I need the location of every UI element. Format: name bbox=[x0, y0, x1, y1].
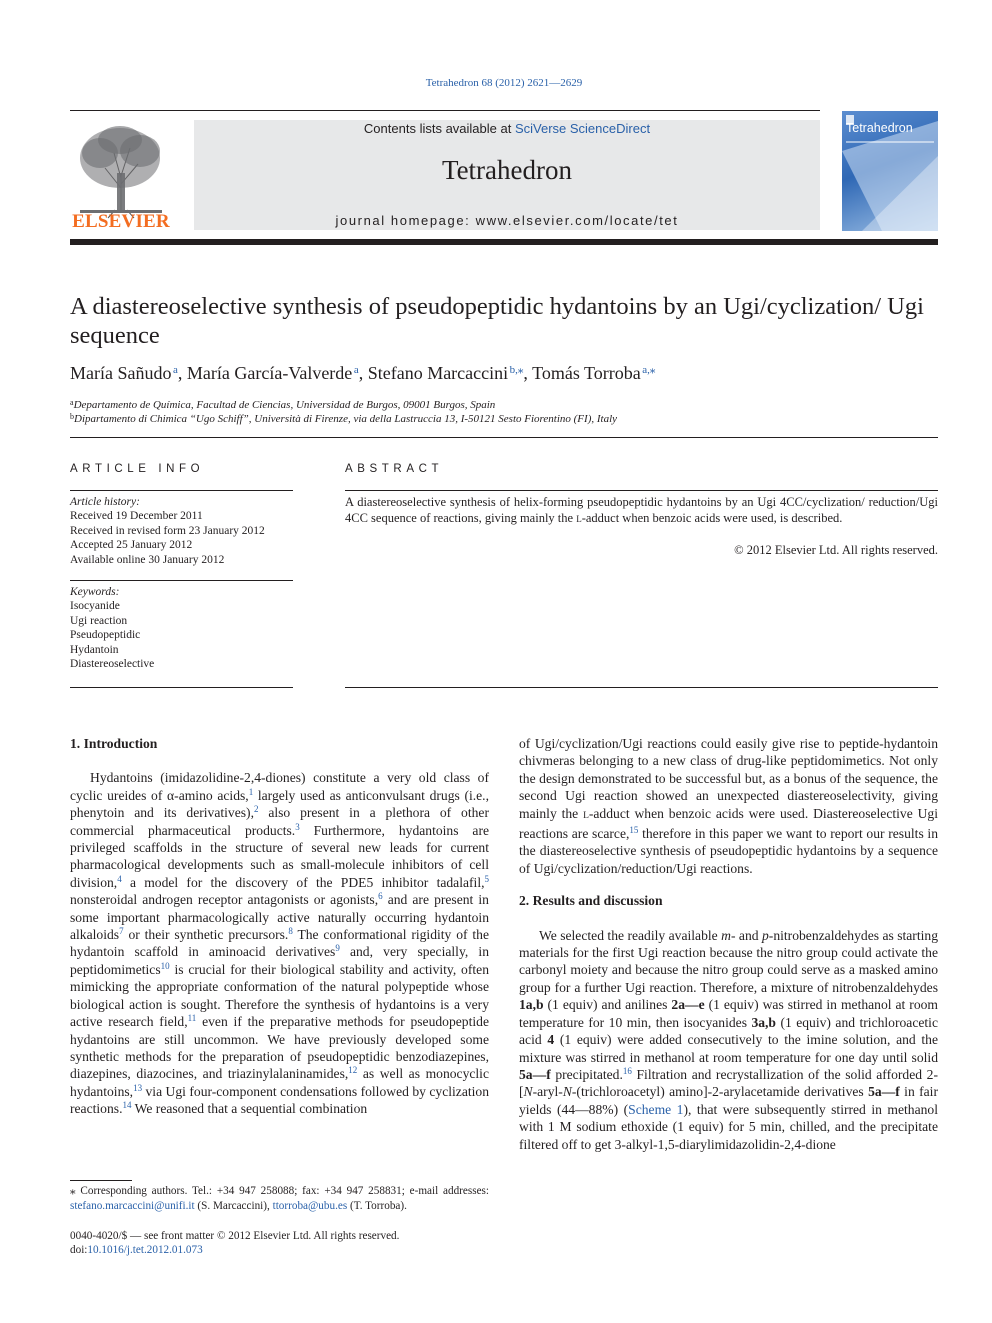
body-text: (1 equiv) and anilines bbox=[543, 997, 672, 1013]
history-item: Received 19 December 2011 bbox=[70, 510, 203, 523]
keyword: Ugi reaction bbox=[70, 614, 128, 627]
body-text: (1 equiv) and trichloroacetic acid bbox=[519, 1014, 938, 1048]
header-thick-rule bbox=[70, 239, 938, 245]
abstract-text bbox=[345, 494, 938, 527]
intro-paragraph bbox=[70, 769, 489, 1117]
intro-continued bbox=[519, 735, 938, 877]
contents-prefix: Contents lists available at bbox=[363, 121, 515, 136]
history-item: Received in revised form 23 January 2012 bbox=[70, 524, 265, 537]
reference-link[interactable]: 16 bbox=[622, 1065, 632, 1076]
history-label: Article history: bbox=[70, 496, 140, 508]
italic-text: N bbox=[523, 1084, 533, 1100]
abstract-text-part: A diastereoselective synthesis of helix-forming pseudopeptidic hydantoins by an Ugi 4CC/cyclization/ reduction/Ugi 4CC sequence of reactions, giving mainly the bbox=[345, 495, 938, 525]
reference-link[interactable]: 14 bbox=[122, 1100, 132, 1111]
compound-label: 5a—f bbox=[519, 1066, 551, 1082]
author-affil-marker[interactable]: a bbox=[173, 364, 178, 376]
body-text: (1 equiv) was stirred in methanol at room temperature for 10 min, then isocyanides bbox=[519, 997, 938, 1030]
right-column bbox=[519, 735, 938, 1153]
abstract-text-part: -adduct when benzoic acids were used, is described. bbox=[581, 511, 843, 525]
body-text: precipitated. bbox=[550, 1066, 623, 1082]
results-heading: 2. Results and discussion bbox=[519, 893, 663, 909]
intro-heading: 1. Introduction bbox=[70, 736, 158, 751]
doi-line bbox=[70, 1243, 510, 1257]
section-divider bbox=[70, 437, 938, 438]
author-name[interactable]: Stefano Marcaccini bbox=[367, 363, 509, 383]
body-text: therefore in this paper we want to report our results in the diastereoselective synthesis of pseudopeptidic hydantoins by a sequence of Ugi/cyclization/reduction/Ugi reactions. bbox=[519, 826, 938, 876]
body-text: ), that were subsequently stirred in methanol with 1 M sodium ethoxide (1 equiv) for 5 min, chilled, and the precipitate filtered off to get 3-alkyl-1,5-diarylimidazolidin-2,4-dione bbox=[519, 1101, 938, 1152]
doi-link[interactable]: 10.1016/j.tet.2012.01.073 bbox=[87, 1244, 203, 1256]
keywords-block bbox=[70, 585, 293, 671]
article-info-heading: ARTICLE INFO bbox=[70, 463, 205, 475]
abstract-bottom-rule bbox=[345, 687, 938, 688]
body-text: is crucial for their biological stability and activity, often mimicking the appropriate conformation of the natural polypeptide whose biological action is sought. Therefore the synthesis of hydantoins is a very active research field, bbox=[70, 961, 489, 1030]
body-text: -nitrobenzaldehydes as starting materials for the first Ugi reaction because the nitro group could activate the carbonyl moiety and because the nitro group could serve as a masked amino group for a further Ugi reaction. Therefore, a mixture of nitrobenzaldehydes bbox=[519, 927, 938, 995]
cover-title: Tetrahedron bbox=[846, 121, 913, 135]
issn-line: 0040-4020/$ — see front matter © 2012 Elsevier Ltd. All rights reserved. bbox=[70, 1230, 400, 1242]
reference-link[interactable]: 2 bbox=[253, 804, 259, 815]
reference-link[interactable]: 11 bbox=[187, 1013, 197, 1024]
footnote-text: (S. Marcaccini), bbox=[194, 1200, 273, 1212]
compound-label: 1a,b bbox=[519, 997, 544, 1013]
body-text: and, very specially, in peptidomimetics bbox=[70, 944, 489, 977]
journal-citation[interactable]: Tetrahedron 68 (2012) 2621—2629 bbox=[425, 77, 583, 89]
body-text: or their synthetic precursors. bbox=[123, 927, 289, 943]
reference-link[interactable]: 12 bbox=[348, 1065, 358, 1076]
history-item: Accepted 25 January 2012 bbox=[70, 539, 193, 552]
left-column bbox=[70, 735, 489, 1118]
italic-text: N bbox=[562, 1084, 572, 1100]
affiliation-b bbox=[70, 410, 950, 426]
article-info-rule bbox=[70, 490, 293, 491]
italic-text: p bbox=[762, 927, 769, 943]
article-title: A diastereoselective synthesis of pseudopeptidic hydantoins by an Ugi/cyclization/ Ugi sequence bbox=[70, 293, 924, 349]
body-text: Furthermore, hydantoins are privileged scaffolds in the structure of several new leads for current pharmacological developments such as small-molecule inhibitors of cell division, bbox=[70, 822, 489, 890]
reference-link[interactable]: 8 bbox=[288, 926, 293, 937]
reference-link[interactable]: 9 bbox=[335, 943, 340, 954]
footnote-rule bbox=[70, 1180, 132, 1181]
header-rule bbox=[70, 110, 820, 111]
corresponding-author-footnote bbox=[70, 1184, 489, 1214]
reference-link[interactable]: 4 bbox=[117, 873, 122, 884]
body-text: also present in a plethora of other commercial pharmaceutical products. bbox=[70, 805, 489, 838]
reference-link[interactable]: 10 bbox=[160, 960, 170, 971]
l-smallcaps: L bbox=[583, 810, 589, 821]
body-text: We selected the readily available bbox=[539, 927, 722, 943]
body-text: -(trichloroacetyl) amino]-2-arylacetamide derivatives bbox=[571, 1084, 869, 1100]
body-text: -aryl- bbox=[532, 1084, 563, 1100]
compound-label: 4 bbox=[547, 1032, 555, 1048]
body-text: as well as monocyclic hydantoins, bbox=[70, 1066, 489, 1099]
italic-text: m bbox=[721, 927, 731, 943]
body-text: even if the preparative methods for pseudopeptide hydantoins are still uncommon. We have previously developed some synthetic methods for the preparation of pseudopeptidic benzodiazepines, diazepines, diazocines, and triazinylalaninamides, bbox=[70, 1014, 489, 1082]
affiliation-text: Departamento de Química, Facultad de Ciencias, Universidad de Burgos, 09001 Burgos, Spain bbox=[73, 399, 496, 411]
results-paragraph bbox=[519, 927, 938, 1153]
email-link[interactable]: ttorroba@ubu.es bbox=[272, 1200, 348, 1212]
keyword: Pseudopeptidic bbox=[70, 629, 141, 642]
body-text: nonsteroidal androgen receptor antagonists or agonists, bbox=[70, 892, 379, 908]
scheme-link[interactable]: Scheme 1 bbox=[628, 1101, 684, 1117]
sciencedirect-link[interactable]: SciVerse ScienceDirect bbox=[514, 121, 651, 136]
reference-link[interactable]: 15 bbox=[629, 825, 639, 836]
journal-name: Tetrahedron bbox=[441, 155, 573, 185]
compound-label: 3a,b bbox=[751, 1014, 776, 1030]
compound-label: 5a—f bbox=[868, 1084, 900, 1100]
body-text: -adduct when benzoic acids were used. Diastereoselective Ugi reactions are scarce, bbox=[519, 805, 938, 842]
body-text: of Ugi/cyclization/Ugi reactions could easily give rise to peptide-hydantoin chivmeras belonging to a new class of drug-like peptidomimetics. Not only the design demonstrated to be successful but, as a bonus of the sequence, the second Ugi reaction showed an unexpected diastereoselectivity, giving mainly the bbox=[519, 736, 938, 821]
reference-link[interactable]: 6 bbox=[378, 891, 383, 902]
body-text: Filtration and recrystallization of the solid afforded 2-[ bbox=[519, 1066, 938, 1100]
article-history bbox=[70, 495, 293, 567]
footnote-text: (T. Torroba). bbox=[347, 1200, 407, 1212]
reference-link[interactable]: 3 bbox=[295, 821, 300, 832]
author-name[interactable]: María García-Valverde bbox=[186, 363, 353, 383]
abstract-rule bbox=[345, 490, 938, 491]
body-text: a model for the discovery of the PDE5 inhibitor tadalafil, bbox=[121, 874, 485, 890]
author-name[interactable]: María Sañudo bbox=[70, 363, 172, 383]
body-text: Hydantoins (imidazolidine-2,4-diones) constitute a very old class of cyclic ureides of α-amino acids, bbox=[70, 770, 489, 803]
body-text: - and bbox=[730, 927, 762, 943]
body-text: We reasoned that a sequential combination bbox=[131, 1101, 368, 1117]
author-affil-marker[interactable]: a,⁎ bbox=[642, 364, 656, 376]
doi-prefix: doi: bbox=[70, 1244, 88, 1256]
body-text: The conformational rigidity of the hydantoin scaffold in aminoacid derivatives bbox=[70, 927, 489, 960]
l-smallcaps: L bbox=[576, 514, 582, 524]
article-info-bottom-rule bbox=[70, 687, 293, 688]
affiliation-marker: b bbox=[70, 412, 74, 421]
keyword: Isocyanide bbox=[70, 600, 120, 613]
contents-line bbox=[194, 121, 820, 136]
keyword: Hydantoin bbox=[70, 643, 119, 656]
reference-link[interactable]: 1 bbox=[248, 786, 254, 797]
author-affil-marker[interactable]: a bbox=[353, 364, 359, 376]
reference-link[interactable]: 5 bbox=[484, 873, 489, 884]
body-text: (1 equiv) were added consecutively to the imine solution, and the mixture was stirred in methanol at room temperature for one day until solid bbox=[519, 1032, 938, 1065]
keywords-label: Keywords: bbox=[70, 586, 120, 598]
compound-label: 2a—e bbox=[671, 997, 705, 1013]
history-item: Available online 30 January 2012 bbox=[70, 553, 225, 566]
journal-homepage[interactable]: journal homepage: www.elsevier.com/locate/tet bbox=[335, 213, 679, 228]
body-text: and are present in some important pharmacologically active naturally occurring hydantoin alkaloids bbox=[70, 892, 489, 943]
keyword: Diastereoselective bbox=[70, 658, 155, 671]
email-link[interactable]: stefano.marcaccini@unifi.it bbox=[70, 1200, 195, 1212]
affiliation-marker: a bbox=[70, 398, 74, 407]
body-text: in fair yields (44—88%) ( bbox=[519, 1084, 938, 1117]
author-name[interactable]: Tomás Torroba bbox=[532, 363, 641, 383]
abstract-heading: ABSTRACT bbox=[345, 463, 444, 475]
keywords-rule bbox=[70, 580, 293, 581]
body-text: via Ugi four-component condensations followed by cyclization reactions. bbox=[70, 1083, 489, 1117]
affiliation-text: Dipartamento di Chimica “Ugo Schiff”, Università di Firenze, via della Lastruccia 13, I-50121 Sesto Fiorentino (FI), Italy bbox=[74, 413, 618, 425]
footnote-text: ⁎ Corresponding authors. Tel.: +34 947 258088; fax: +34 947 258831; e-mail addresses: bbox=[70, 1185, 489, 1197]
reference-link[interactable]: 7 bbox=[119, 926, 124, 937]
abstract-copyright: © 2012 Elsevier Ltd. All rights reserved. bbox=[734, 543, 938, 557]
reference-link[interactable]: 13 bbox=[133, 1082, 143, 1093]
elsevier-wordmark[interactable]: ELSEVIER bbox=[72, 211, 170, 232]
author-affil-marker[interactable]: b,⁎ bbox=[509, 364, 524, 376]
body-text: largely used as anticonvulsant drugs (i.e., phenytoin and its derivatives), bbox=[70, 787, 489, 821]
author-list: María Sañudo $^a$, María García-Valverde $^a$, Stefano Marcaccini $^{b,⁎}$, Tomás Torroba $^{a,⁎}$ bbox=[70, 363, 656, 383]
